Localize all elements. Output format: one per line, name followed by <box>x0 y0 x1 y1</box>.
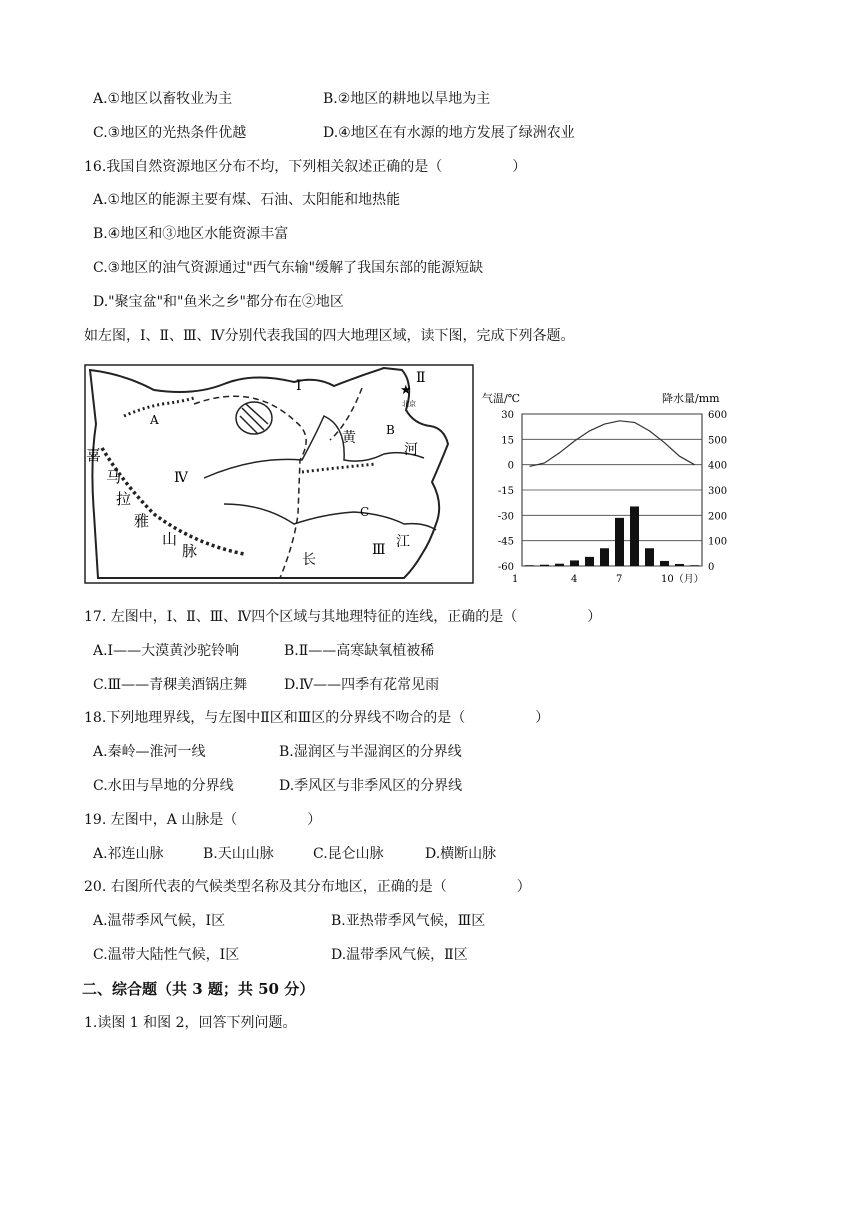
right-tick-label: 100 <box>708 536 728 548</box>
himalaya-label-5: 山 <box>162 530 178 548</box>
q19-option-c: C.昆仑山脉 <box>313 846 384 862</box>
himalaya-label-3: 拉 <box>116 490 132 508</box>
q15-option-a: A.①地区以畜牧业为主 <box>93 91 233 107</box>
q18-option-d: D.季风区与非季风区的分界线 <box>279 778 463 794</box>
left-tick-label: -15 <box>497 486 514 497</box>
q15-option-d: D.④地区在有水源的地方发展了绿洲农业 <box>323 125 575 141</box>
q19-option-b: B.天山山脉 <box>203 846 274 862</box>
region-label-I: Ⅰ <box>296 378 302 394</box>
q15-option-c: C.③地区的光热条件优越 <box>93 125 247 141</box>
precip-bar <box>555 564 564 566</box>
region-label-IV: Ⅳ <box>174 470 188 486</box>
q20-stem: 20. 右图所代表的气候类型名称及其分布地区，正确的是（ ） <box>84 879 531 895</box>
q19-option-a: A.祁连山脉 <box>93 846 164 862</box>
precip-bar <box>660 561 669 566</box>
precip-bar <box>570 560 579 566</box>
precip-bar <box>690 565 699 566</box>
precip-bar <box>615 518 624 566</box>
precip-bar <box>525 565 534 566</box>
q20-option-a: A.温带季风气候，Ⅰ区 <box>93 913 226 929</box>
climate-chart <box>482 388 742 588</box>
himalaya-label-1: 喜 <box>86 446 102 464</box>
q17-option-c: C.Ⅲ——青稞美酒锅庄舞 <box>93 677 248 693</box>
right-tick-label: 300 <box>708 486 728 497</box>
intro-text: 如左图，Ⅰ、Ⅱ、Ⅲ、Ⅳ分别代表我国的四大地理区域，读下图，完成下列各题。 <box>84 328 575 344</box>
mountain-label-C: C <box>360 505 370 519</box>
q20-option-d: D.温带季风气候，Ⅱ区 <box>331 947 468 963</box>
y-right-title: 降水量/mm <box>662 392 720 405</box>
region-label-III: Ⅲ <box>372 542 386 558</box>
precip-bar <box>630 506 639 566</box>
q18-option-b: B.湿润区与半湿润区的分界线 <box>279 744 462 760</box>
q17-option-b: B.Ⅱ——高寒缺氧植被稀 <box>284 643 435 659</box>
q16-option-a: A.①地区的能源主要有煤、石油、太阳能和地热能 <box>93 192 401 208</box>
q18-option-a: A.秦岭—淮河一线 <box>93 744 206 760</box>
right-tick-label: 500 <box>708 435 728 447</box>
yellow-river-label-2: 河 <box>404 442 418 458</box>
precip-bar <box>540 565 549 566</box>
himalaya-label-2: 马 <box>106 468 122 486</box>
x-tick-label: 10（月） <box>661 574 704 585</box>
q16-option-b: B.④地区和③地区水能资源丰富 <box>93 226 289 242</box>
y-left-title: 气温/℃ <box>482 392 521 405</box>
yellow-river-label-1: 黄 <box>342 430 356 446</box>
q18-option-c: C.水田与旱地的分界线 <box>93 778 234 794</box>
map-frame <box>85 365 473 583</box>
q20-option-b: B.亚热带季风气候，Ⅲ区 <box>331 913 486 929</box>
x-tick-label: 1 <box>512 574 519 585</box>
q15-option-b: B.②地区的耕地以旱地为主 <box>323 91 491 107</box>
q19-option-d: D.横断山脉 <box>425 846 497 862</box>
himalaya-label-6: 脉 <box>182 542 198 560</box>
section-heading: 二、综合题（共 3 题；共 50 分） <box>82 980 315 998</box>
chart-grid <box>522 414 702 566</box>
left-tick-label: 0 <box>507 460 514 472</box>
regions-map <box>84 364 474 584</box>
mountain-label-B: B <box>386 423 395 437</box>
x-tick-label: 4 <box>571 574 578 585</box>
right-tick-label: 0 <box>708 562 715 573</box>
q17-option-d: D.Ⅳ——四季有花常见雨 <box>284 677 440 693</box>
q16-option-d: D."聚宝盆"和"鱼米之乡"都分布在②地区 <box>93 294 344 310</box>
precip-bar <box>675 564 684 566</box>
left-tick-label: 15 <box>501 435 514 447</box>
capital-star-icon: ★ <box>400 383 412 398</box>
q16-option-c: C.③地区的油气资源通过"西气东输"缓解了我国东部的能源短缺 <box>93 260 484 276</box>
right-tick-label: 200 <box>708 511 728 523</box>
left-tick-label: -30 <box>497 511 514 523</box>
q20-option-c: C.温带大陆性气候，Ⅰ区 <box>93 947 240 963</box>
q16-stem: 16.我国自然资源地区分布不均，下列相关叙述正确的是（ ） <box>84 159 527 175</box>
q19-stem: 19. 左图中，A 山脉是（ ） <box>84 812 322 828</box>
q17-option-a: A.Ⅰ——大漠黄沙驼铃响 <box>93 643 240 659</box>
left-tick-label: -45 <box>497 536 514 548</box>
right-tick-label: 600 <box>708 410 728 421</box>
himalaya-label-4: 雅 <box>134 512 150 530</box>
left-tick-label: -60 <box>497 562 514 573</box>
yangtze-label-2: 江 <box>396 534 410 550</box>
precip-bar <box>600 548 609 566</box>
precip-bar <box>585 557 594 566</box>
precip-bar <box>645 548 654 566</box>
capital-label: 北京 <box>402 400 416 408</box>
region-label-II: Ⅱ <box>416 370 426 386</box>
yangtze-label-1: 长 <box>302 552 316 568</box>
q18-stem: 18.下列地理界线，与左图中Ⅱ区和Ⅲ区的分界线不吻合的是（ ） <box>84 710 550 726</box>
x-tick-label: 7 <box>616 574 623 585</box>
section2-question-1: 1.读图 1 和图 2，回答下列问题。 <box>84 1015 297 1031</box>
right-tick-label: 400 <box>708 460 728 472</box>
left-tick-label: 30 <box>501 410 514 421</box>
temperature-line <box>530 421 695 467</box>
mountain-label-A: A <box>150 413 159 427</box>
chart-ticks <box>498 410 727 585</box>
q17-stem: 17. 左图中，Ⅰ、Ⅱ、Ⅲ、Ⅳ四个区域与其地理特征的连线，正确的是（ ） <box>84 609 602 625</box>
